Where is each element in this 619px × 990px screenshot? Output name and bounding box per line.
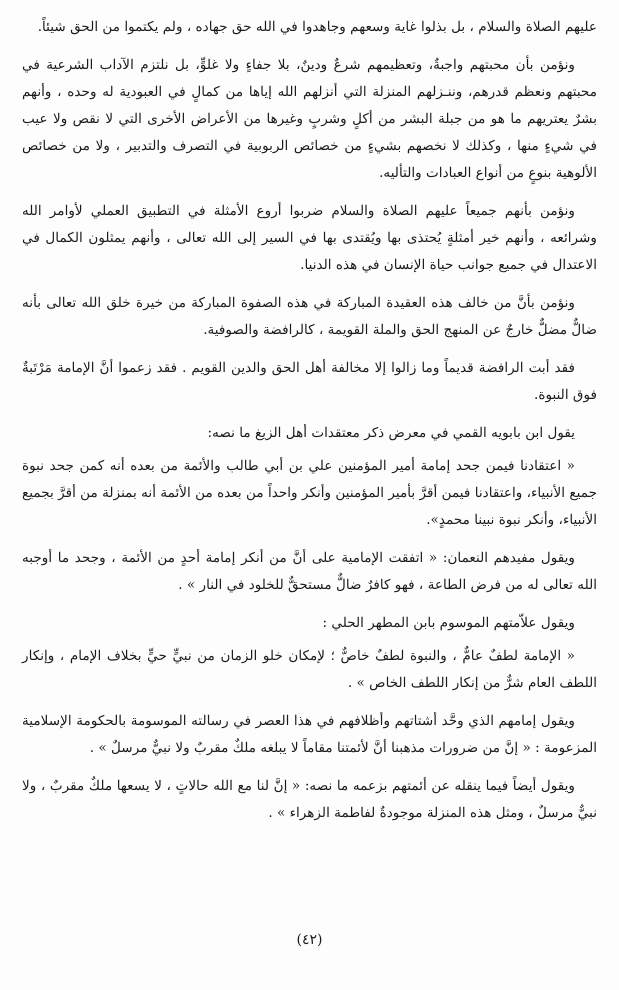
paragraph-8: ويقول علاّمتهم الموسوم بابن المطهر الحلي :	[322, 615, 575, 631]
paragraph-6: يقول ابن بابويه القمي في معرض ذكر معتقدات أهل الزيغ ما نصه:	[207, 425, 575, 441]
quote-1: « اعتقادنا فيمن جحد إمامة أمير المؤمنين علي بن أبي طالب والأئمة من بعده أنه كمن جحد نبوة جميع الأنبياء، واعتقادنا فيمن أقرَّ بأمير المؤمنين وأنكر واحداً من بعده من الأئمة أنه بمنزلة من أقرَّ بجميع الأنبياء، وأنكر نبوة نبينا محمدٍ».	[22, 458, 597, 528]
paragraph-9: ويقول إمامهم الذي وحَّد أشتاتهم وأظلافهم في هذا العصر في رسالته الموسومة بالحكومة الإسلامية المزعومة : « إنَّ من ضرورات مذهبنا أنَّ لأئمتنا مقاماً لا يبلغه ملكٌ مقربٌ ولا نبيٌّ مرسلٌ » .	[22, 713, 597, 756]
paragraph-1: عليهم الصلاة والسلام ، بل بذلوا غاية وسعهم وجاهدوا في الله حق جهاده ، ولم يكتموا من الحق شيئاً.	[37, 19, 597, 35]
paragraph-10: ويقول أيضاً فيما ينقله عن أئمتهم بزعمه ما نصه: « إنَّ لنا مع الله حالاتٍ ، لا يسعها ملكٌ مقربٌ ، ولا نبيٌّ مرسلٌ ، ومثل هذه المنزلة موجودةٌ لفاطمة الزهراء » .	[22, 778, 597, 821]
paragraph-7: ويقول مفيدهم النعمان: « اتفقت الإمامية على أنَّ من أنكر إمامة أحدٍ من الأئمة ، وجحد ما أوجبه الله تعالى له من فرض الطاعة ، فهو كافرٌ ضالٌّ مستحقٌّ للخلود في النار » .	[22, 550, 597, 593]
paragraph-5: فقد أبت الرافضة قديماً وما زالوا إلا مخالفة أهل الحق والدين القويم . فقد زعموا أنَّ الإمامة مَرْتَبةٌ فوق النبوة.	[22, 360, 597, 403]
page-number: (٤٢)	[296, 932, 323, 948]
paragraph-4: ونؤمن بأنَّ من خالف هذه العقيدة المباركة في هذه الصفوة المباركة من خيرة خلق الله تعالى بأنه ضالٌّ مضلٌّ خارجٌ عن المنهج الحق والملة القويمة ، كالرافضة والصوفية.	[22, 295, 597, 338]
paragraph-2: ونؤمن بأن محبتهم واجبةٌ، وتعظيمهم شرعٌ ودينٌ، بلا جفاءٍ ولا غلوٍّ، بل نلتزم الآداب الشرعية في محبتهم ونعظم قدرهم، وننـزلهم المنزلة التي أنزلهم الله إياها من كمالٍ في العبودية له وحده ، وأنهم بشرٌ يعتريهم ما هو من جبلة البشر من أكلٍ وشربٍ وغيرها من الأعراض الأخرى التي لا نقص ولا عيب في شيءٍ منها ، وكذلك لا نخصهم بشيءٍ من خصائص الربوبية في التصرف والتدبير ، ولا من خصائص الألوهية بنوعٍ من أنواع العبادات والتأليه.	[22, 57, 597, 181]
quote-2: « الإمامة لطفٌ عامٌّ ، والنبوة لطفٌ خاصٌّ ؛ لإمكان خلو الزمان من نبيٍّ حيٍّ بخلاف الإمام ، وإنكار اللطف العام شرٌّ من إنكار اللطف الخاص » .	[22, 648, 597, 691]
paragraph-3: ونؤمن بأنهم جميعاً عليهم الصلاة والسلام ضربوا أروع الأمثلة في التطبيق العملي لأوامر الله وشرائعه ، وأنهم خير أمثلةٍ يُحتذى بها ويُقتدى بها في السير إلى الله تعالى ، وأنهم يمثلون الكمال في الاعتدال في جميع جوانب حياة الإنسان في هذه الدنيا.	[22, 203, 597, 273]
